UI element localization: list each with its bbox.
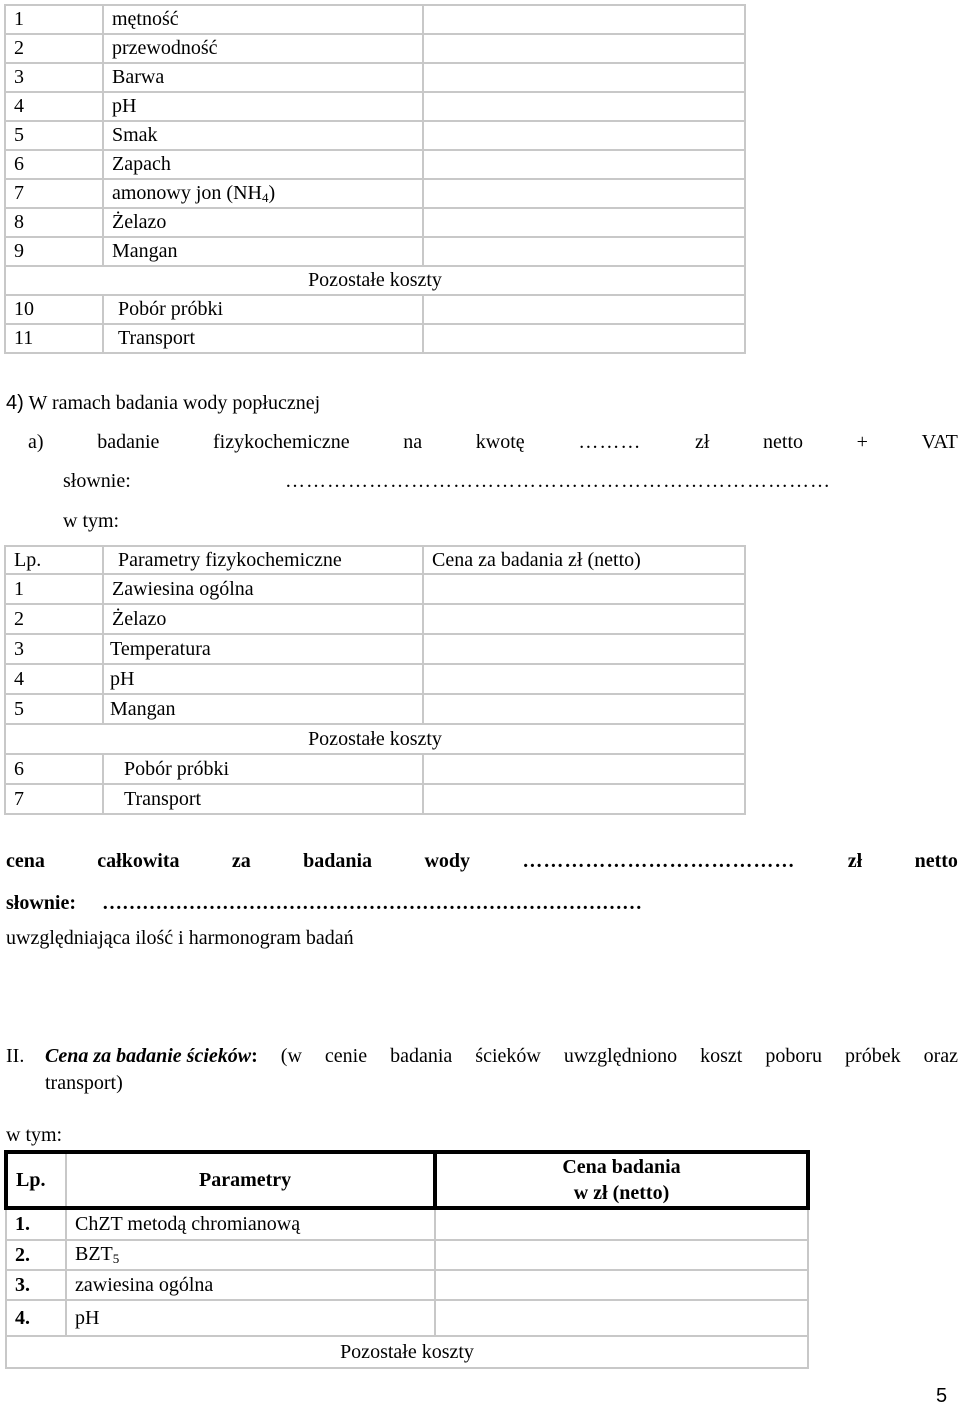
price-cell[interactable] <box>435 1300 808 1336</box>
param-cell: mętność <box>103 5 423 34</box>
param-cell: pH <box>103 92 423 121</box>
section-2-word: oraz <box>923 1045 958 1067</box>
table-row <box>5 664 745 694</box>
section-2-word: cenie <box>324 1045 368 1067</box>
lp-cell: 3. <box>6 1270 66 1300</box>
section-2-title-line <box>45 1045 958 1068</box>
header-price-line1: Cena badania <box>562 1156 681 1178</box>
section-2-text-line2: transport) <box>45 1072 123 1094</box>
param-cell: Barwa <box>103 63 423 92</box>
price-cell[interactable] <box>423 5 745 34</box>
param-cell: pH <box>103 664 423 694</box>
page-number: 5 <box>936 1385 948 1407</box>
param-cell: Zawiesina ogólna <box>103 574 423 604</box>
total-slownie-label: słownie: <box>6 892 76 914</box>
amount-field[interactable]: ……… <box>578 431 642 453</box>
table-row <box>5 754 745 784</box>
table-header-row <box>6 1152 808 1208</box>
item-a-line <box>28 431 958 454</box>
param-cell: Mangan <box>103 694 423 724</box>
lp-cell: 3 <box>5 63 103 92</box>
wastewater-table <box>4 1150 810 1369</box>
table-row <box>5 63 745 92</box>
lp-cell: 5 <box>5 694 103 724</box>
total-word: całkowita <box>97 850 180 872</box>
lp-cell: 4 <box>5 92 103 121</box>
item-a-label: a) <box>28 431 44 453</box>
lp-cell: 3 <box>5 634 103 664</box>
param-cell: przewodność <box>103 34 423 63</box>
table-row <box>5 574 745 604</box>
heading-number: 4) <box>6 392 24 414</box>
table-row <box>5 604 745 634</box>
total-word: netto <box>914 850 958 872</box>
section-2-word: poboru <box>765 1045 823 1067</box>
header-params: Parametry fizykochemiczne <box>103 546 423 574</box>
other-costs-label: Pozostałe koszty <box>5 266 745 295</box>
section-2-word: ścieków <box>475 1045 541 1067</box>
subscript: 5 <box>112 1251 120 1266</box>
table-row <box>5 92 745 121</box>
price-cell[interactable] <box>423 604 745 634</box>
price-cell[interactable] <box>423 34 745 63</box>
table-row <box>5 121 745 150</box>
header-price-line2: w zł (netto) <box>573 1182 670 1204</box>
section-2-word: próbek <box>845 1045 901 1067</box>
table-row <box>6 1208 808 1240</box>
table-row <box>5 324 745 353</box>
lp-cell: 1 <box>5 574 103 604</box>
lp-cell: 4 <box>5 664 103 694</box>
param-cell: ChZT metodą chromianową <box>66 1208 435 1240</box>
other-costs-label: Pozostałe koszty <box>5 724 745 754</box>
param-cell: Mangan <box>103 237 423 266</box>
lp-cell: 6 <box>5 150 103 179</box>
price-cell[interactable] <box>423 784 745 814</box>
price-cell[interactable] <box>423 121 745 150</box>
param-cell: Zapach <box>103 150 423 179</box>
total-word: za <box>231 850 251 872</box>
price-cell[interactable] <box>423 150 745 179</box>
table-row <box>6 1300 808 1336</box>
param-cell: Żelazo <box>103 604 423 634</box>
lp-cell: 2 <box>5 34 103 63</box>
table-row <box>5 237 745 266</box>
item-a-word: zł <box>694 431 710 453</box>
item-a-word: VAT <box>921 431 958 453</box>
item-a-word: netto <box>763 431 804 453</box>
param-cell <box>103 179 423 208</box>
section-2-word: badania <box>390 1045 453 1067</box>
other-costs-row <box>5 724 745 754</box>
price-cell[interactable] <box>423 208 745 237</box>
param-cell: Pobór próbki <box>103 754 423 784</box>
other-costs-row <box>5 266 745 295</box>
section-2-word: (w <box>280 1045 302 1067</box>
table-row <box>5 295 745 324</box>
wtym-label: w tym: <box>63 510 120 532</box>
section-2-word: uwzględniono <box>563 1045 678 1067</box>
param-cell: Smak <box>103 121 423 150</box>
price-cell[interactable] <box>423 92 745 121</box>
lp-cell: 4. <box>6 1300 66 1336</box>
lp-cell: 2. <box>6 1240 66 1270</box>
section-2-number: II. <box>6 1045 25 1067</box>
lp-cell: 9 <box>5 237 103 266</box>
section-2-wtym: w tym: <box>6 1124 63 1146</box>
item-a-word: fizykochemiczne <box>213 431 350 453</box>
price-cell[interactable] <box>423 179 745 208</box>
price-cell[interactable] <box>423 694 745 724</box>
param-cell <box>66 1240 435 1270</box>
header-price <box>435 1152 808 1208</box>
price-cell[interactable] <box>423 754 745 784</box>
price-cell[interactable] <box>423 634 745 664</box>
total-price-line <box>6 850 958 873</box>
price-cell[interactable] <box>423 574 745 604</box>
header-price: Cena za badania zł (netto) <box>423 546 745 574</box>
total-word: cena <box>6 850 45 872</box>
table-row <box>5 150 745 179</box>
table-row <box>5 634 745 664</box>
price-cell[interactable] <box>423 664 745 694</box>
param-text: BZT <box>75 1243 113 1265</box>
lp-cell: 10 <box>5 295 103 324</box>
table-row <box>5 208 745 237</box>
water-params-table <box>4 4 746 354</box>
table-row <box>6 1270 808 1300</box>
price-cell[interactable] <box>435 1270 808 1300</box>
section-2-title-italic: Cena za badanie ścieków <box>45 1045 252 1067</box>
heading-text: W ramach badania wody popłucznej <box>28 392 321 414</box>
total-note: uwzględniająca ilość i harmonogram badań <box>6 927 354 949</box>
param-cell: Pobór próbki <box>103 295 423 324</box>
param-cell: pH <box>66 1300 435 1336</box>
section-2-colon: : <box>251 1045 258 1067</box>
total-word: badania <box>303 850 373 872</box>
item-a-word: + <box>856 431 868 453</box>
item-a-word: badanie <box>97 431 160 453</box>
total-slownie-field[interactable]: ……………………………………………………………………… <box>102 892 642 914</box>
lp-cell: 8 <box>5 208 103 237</box>
price-cell[interactable] <box>423 63 745 92</box>
param-text: amonowy jon (NH <box>112 181 262 204</box>
param-cell: Transport <box>103 324 423 353</box>
total-amount-field[interactable]: ………………………………… <box>522 850 796 872</box>
param-cell: Temperatura <box>103 634 423 664</box>
item-a-word: kwotę <box>475 431 525 453</box>
other-costs-label: Pozostałe koszty <box>6 1336 808 1368</box>
price-cell[interactable] <box>435 1240 808 1270</box>
lp-cell: 1. <box>6 1208 66 1240</box>
total-word: zł <box>847 850 863 872</box>
physicochemical-table <box>4 545 746 815</box>
lp-cell: 7 <box>5 784 103 814</box>
slownie-field[interactable]: …………………………………………………………………… <box>285 470 831 492</box>
table-row <box>5 784 745 814</box>
param-text-suffix: ) <box>268 181 276 204</box>
lp-cell: 11 <box>5 324 103 353</box>
param-cell: Żelazo <box>103 208 423 237</box>
section-2-word: koszt <box>700 1045 743 1067</box>
table-row <box>6 1240 808 1270</box>
section-2-title <box>45 1045 258 1068</box>
price-cell[interactable] <box>423 295 745 324</box>
item-a-word: na <box>403 431 423 453</box>
section-4-heading <box>6 392 320 415</box>
price-cell[interactable] <box>423 324 745 353</box>
price-cell[interactable] <box>423 237 745 266</box>
table-header-row <box>5 546 745 574</box>
price-cell[interactable] <box>435 1208 808 1240</box>
lp-cell: 1 <box>5 5 103 34</box>
total-word: wody <box>424 850 471 872</box>
lp-cell: 5 <box>5 121 103 150</box>
param-cell: Transport <box>103 784 423 814</box>
slownie-label: słownie: <box>63 470 131 492</box>
param-cell: zawiesina ogólna <box>66 1270 435 1300</box>
table-row <box>5 179 745 208</box>
lp-cell: 7 <box>5 179 103 208</box>
other-costs-row <box>6 1336 808 1368</box>
lp-cell: 2 <box>5 604 103 634</box>
header-params: Parametry <box>66 1152 435 1208</box>
table-row <box>5 34 745 63</box>
table-row <box>5 5 745 34</box>
table-row <box>5 694 745 724</box>
subscript: 4 <box>261 189 269 205</box>
header-lp: Lp. <box>6 1152 66 1208</box>
header-lp: Lp. <box>5 546 103 574</box>
lp-cell: 6 <box>5 754 103 784</box>
